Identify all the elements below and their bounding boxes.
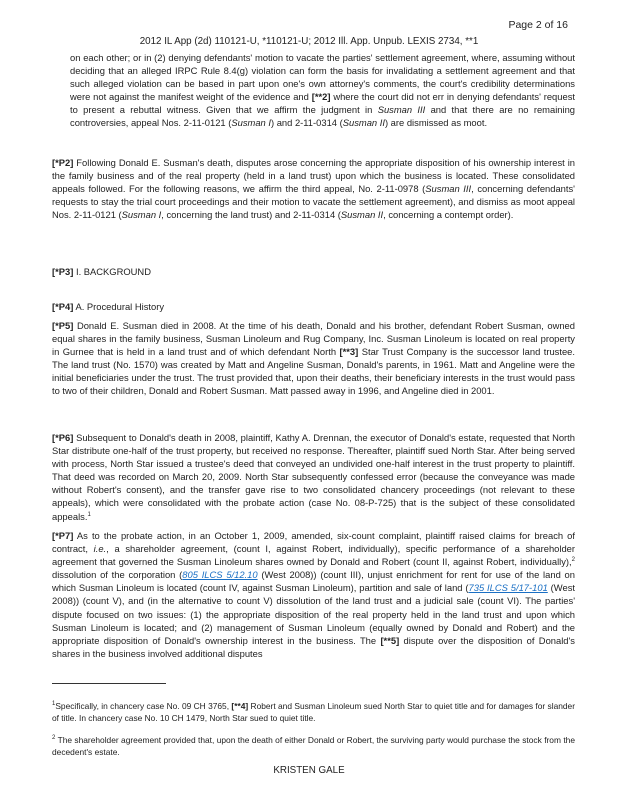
paragraph-p7 [52,529,575,660]
text-run: Susman III [377,104,426,116]
footnote-ref[interactable]: 2 [571,557,575,564]
text-run: Susman I [231,117,271,129]
paragraph-p2 [52,156,575,221]
pagination-marker: [*P2] [52,157,74,168]
paragraph-p5 [52,319,575,398]
text-run: The shareholder agreement provided that, upon the death of either Donald or Robert, the surviving party would purchase the stock from the decedent's estate. [52,735,575,757]
footnote-2 [52,734,575,758]
text-run: As to the probate action, in an October 1, 2009, amended, six-count complaint, plaintiff raised claims for breach of contract, [52,530,575,555]
text-run: Subsequent to Donald's death in 2008, plaintiff, Kathy A. Drennan, the executor of Donald's estate, requested that North Star distribute one-half of the trust property, but received no response. Thereafter, plaintiff sued North Star. After being served with process, North Star issued a trustee's deed that conveyed an undivided one-half interest in the trust property to plaintiff. That deed was recorded on March 20, 2009. North Star subsequently confessed error (because the conveyance was made without Robert's consent), and the transfer gave rise to two consolidated chancery proceedings (not relevant to these appeals), which were consolidated with the probate action (case No. 08-P-725) that is the subject of these consolidated appeals. [52,432,575,522]
pagination-marker: [**3] [339,346,359,358]
pagination-marker: [**4] [231,701,249,711]
text-run: (West 2008)) (count III), unjust enrichment for rent for use of the land on which Susman Linoleum is located (count IV, against Susman Linoleum), partition and sale of land ( [52,569,575,594]
pagination-marker: [**5] [380,634,400,646]
text-run: , concerning a contempt order). [383,209,514,221]
text-run: dispute over the disposition of Donald's shares in the business involved additional disputes [52,634,575,659]
text-run: (West 2008)) (count V), and (in the alternative to count V) dissolution of the land trust and a judicial sale (count VI). The parties' dispute focused on two issues: (1) the appropriate disposition of the real property held in the land trust and upon which Susman Linoleum is located; and (2) management of Susman Linoleum (equally owned by Donald and Robert) and the appropriate disposition of Donald's ownership interest in the business. The [52,582,575,646]
text-run: ) and 2-11-0314 ( [270,117,343,129]
citation-header: 2012 IL App (2d) 110121-U, *110121-U; 2012 Ill. App. Unpub. LEXIS 2734, **1 [139,36,479,47]
text-run: ) are dismissed as moot. [384,117,488,129]
text-run: Susman I [121,209,162,221]
footnote-1 [52,700,575,724]
pagination-marker: [**2] [311,91,331,103]
statute-link[interactable]: 735 ILCS 5/17-101 [468,582,548,594]
text-run: Robert and Susman Linoleum sued North Star to quiet title and for damages for slander of title. In chancery case No. 10 CH 1479, North Star sued to quiet title. [52,701,575,723]
pagination-marker: [*P5] [52,320,74,331]
heading-procedural-history [52,300,575,313]
text-run: and that there are no remaining controversies, appeal Nos. 2-11-0121 ( [70,104,576,129]
pagination-marker: [*P7] [52,530,74,541]
paragraph-summary [70,51,575,130]
text-run: Specifically, in chancery case No. 09 CH 3765, [55,701,232,711]
statute-link[interactable]: 805 ILCS 5/12.10 [182,569,258,581]
text-run: I. BACKGROUND [73,266,151,277]
text-run: Donald E. Susman died in 2008. At the time of his death, Donald and his brother, defendant Robert Susman, owned equal shares in the family business, Susman Linoleum and Rug Company, Inc. Susman Linoleum is located on real property in Gurnee that is held in a land trust and of which defendant North [52,320,575,358]
footnote-divider [52,683,166,684]
pagination-marker: [*P6] [52,432,74,443]
pagination-marker: [*P3] [52,266,74,277]
text-run: Susman II [340,209,384,221]
text-run: Star Trust Company is the successor land trustee. The land trust (No. 1570) was created by Matt and Angeline Susman, Donald's parents, in 1961. Matt and Angeline were the initial beneficiaries under the trust. The trust provided that, upon their deaths, their beneficiary interests in the trust would pass to two of their children, Donald and Robert Susman. Matt passed away in 1996, and Angeline died in 2001. [52,346,575,397]
text-run: Susman II [342,117,385,129]
text-run: , a shareholder agreement, (count I, against Robert, individually), specific performance of a shareholder agreement that governed the Susman Linoleum shares owned by Donald and Robert (count II, against Robert, individually), [52,543,576,568]
text-run: , concerning the land trust) and 2-11-0314 ( [161,209,341,221]
text-run: Following Donald E. Susman's death, disputes arose concerning the appropriate disposition of his ownership interest in the family business and of the real property (held in a land trust) upon which the business is located. These consolidated appeals followed. For the following reasons, we affirm the third appeal, No. 2-11-0978 ( [52,157,575,195]
text-run: dissolution of the corporation ( [52,569,183,581]
text-run: A. Procedural History [73,301,165,312]
footnote-ref[interactable]: 1 [87,511,91,518]
text-run: where the court did not err in denying defendants' request to present a rebuttal witness. Given that we affirm the judgment in [70,91,575,116]
text-run: , concerning defendants' requests to stay the trial court proceedings and their motion to vacate the settlement agreement), and dismiss as moot appeal Nos. 2-11-0121 ( [52,183,575,221]
footnote-ref[interactable]: 2 [52,735,56,742]
page-number: Page 2 of 16 [508,19,568,31]
heading-background [52,265,575,278]
paragraph-p6 [52,431,575,523]
text-run: Susman III [425,183,472,195]
pagination-marker: [*P4] [52,301,74,312]
text-run: on each other; or in (2) denying defendants' motion to vacate the parties' settlement agreement, where, assuming without deciding that an alleged IRPC Rule 8.4(g) violation can form the basis for invalidating a settlement agreement and that such alleged violation can be based in part upon one's own attorney's comments, the court's credibility determinations were not against the manifest weight of the evidence and [70,52,575,103]
text-run: i.e. [93,543,107,555]
footer-name: KRISTEN GALE [273,765,345,776]
footnote-ref[interactable]: 1 [52,701,56,708]
